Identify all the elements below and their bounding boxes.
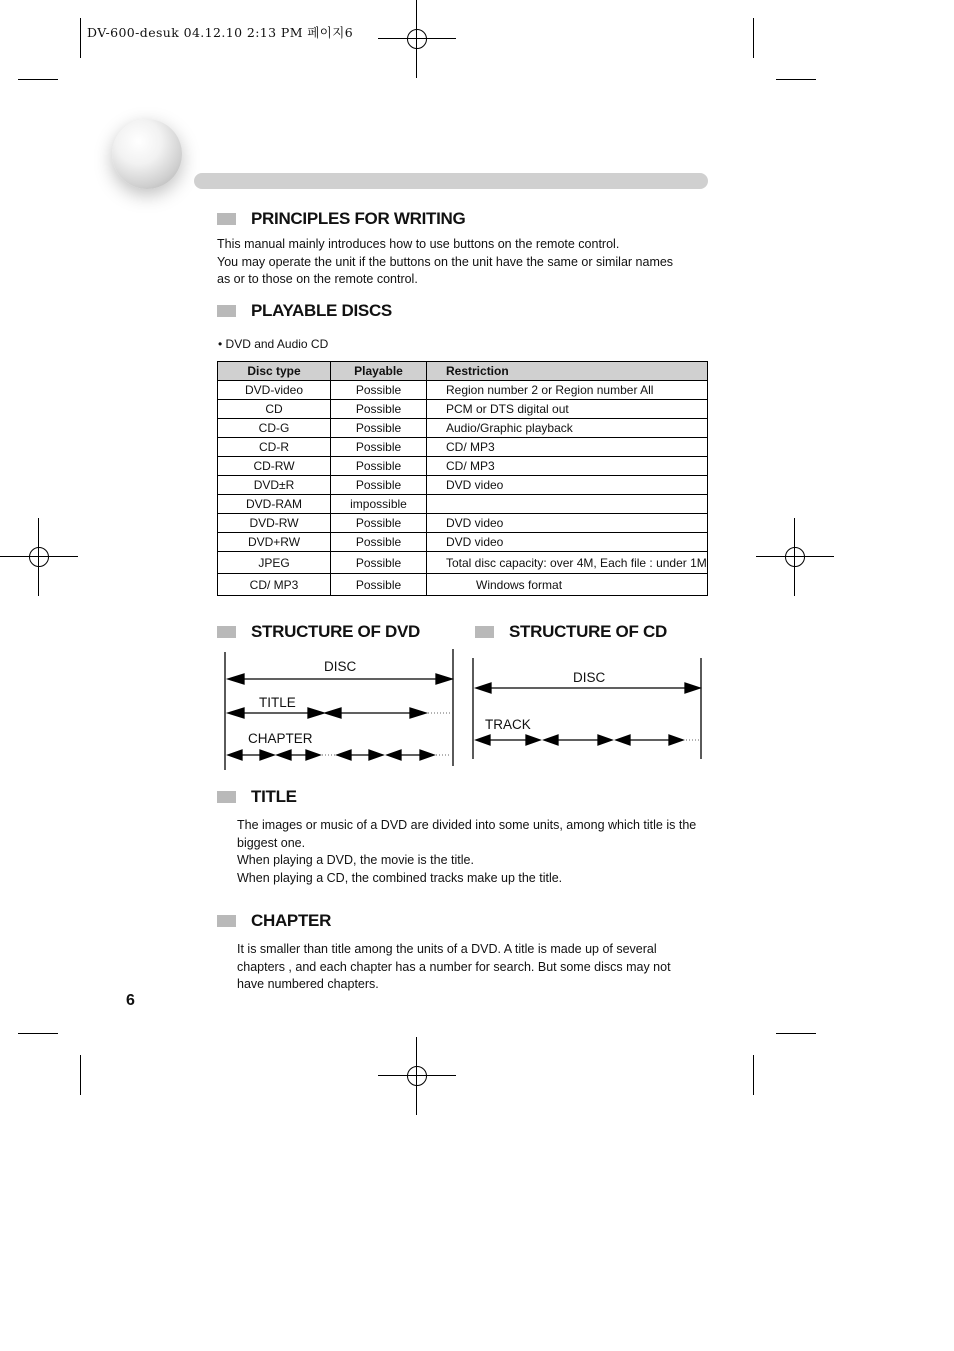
- section-title: STRUCTURE OF DVD: [251, 622, 420, 641]
- section-heading-title: [217, 787, 297, 807]
- cd-track-label: TRACK: [485, 717, 531, 732]
- text-line: When playing a CD, the combined tracks make up the title.: [237, 870, 563, 885]
- text-line: have numbered chapters.: [237, 977, 379, 991]
- text-line: This manual mainly introduces how to use buttons on the remote control.: [217, 237, 620, 251]
- table-cell: Audio/Graphic playback: [427, 419, 708, 438]
- section-title: CHAPTER: [251, 911, 332, 930]
- table-cell: DVD-video: [218, 381, 331, 400]
- dvd-chapter-label: CHAPTER: [248, 731, 313, 746]
- text-line: When playing a DVD, the movie is the title.: [237, 853, 474, 867]
- table-cell: DVD-RW: [218, 514, 331, 533]
- text-line: You may operate the unit if the buttons on the unit have the same or similar names: [217, 254, 674, 269]
- page-number: 6: [126, 992, 135, 1009]
- table-cell: DVD video: [427, 533, 708, 552]
- column-header: Playable: [331, 362, 427, 381]
- table-cell: DVD±R: [218, 476, 331, 495]
- table-cell: impossible: [331, 495, 427, 514]
- table-cell: Total disc capacity: over 4M, Each file : under 1M: [427, 552, 708, 574]
- chapter-text: [237, 941, 727, 994]
- dvd-disc-label: DISC: [324, 659, 357, 674]
- section-title: STRUCTURE OF CD: [509, 622, 667, 641]
- table-cell: Possible: [331, 476, 427, 495]
- section-title: PRINCIPLES FOR WRITING: [251, 209, 466, 228]
- table-cell: JPEG: [218, 552, 331, 574]
- table-cell: DVD-RAM: [218, 495, 331, 514]
- table-cell: Possible: [331, 400, 427, 419]
- section-marker-icon: [217, 791, 236, 803]
- title-text: [237, 817, 727, 887]
- section-marker-icon: [217, 915, 236, 927]
- text-line: biggest one.: [237, 835, 306, 850]
- playable-bullet: • DVD and Audio CD: [218, 337, 329, 351]
- table-cell: Possible: [331, 419, 427, 438]
- table-cell: Possible: [331, 574, 427, 596]
- table-cell: CD-RW: [218, 457, 331, 476]
- table-cell: DVD+RW: [218, 533, 331, 552]
- table-cell: CD/ MP3: [427, 457, 708, 476]
- section-heading-chapter: [217, 911, 331, 931]
- table-cell: Possible: [331, 552, 427, 574]
- table-cell: CD-G: [218, 419, 331, 438]
- table-cell: DVD video: [427, 476, 708, 495]
- table-cell: Possible: [331, 533, 427, 552]
- section-title: PLAYABLE DISCS: [251, 301, 392, 320]
- dvd-title-label: TITLE: [259, 695, 296, 710]
- table-cell: Possible: [331, 457, 427, 476]
- table-cell: Possible: [331, 514, 427, 533]
- text-line: The images or music of a DVD are divided into some units, among which title is the: [237, 818, 697, 832]
- column-header: Restriction: [427, 362, 708, 381]
- text-line: It is smaller than title among the units of a DVD. A title is made up of several: [237, 942, 657, 956]
- print-header: DV-600-desuk 04.12.10 2:13 PM 페이지6: [87, 25, 354, 40]
- table-cell: Region number 2 or Region number All: [427, 381, 708, 400]
- text-line: chapters , and each chapter has a number for search. But some discs may not: [237, 959, 671, 974]
- table-cell: Windows format: [427, 574, 708, 596]
- table-cell: CD: [218, 400, 331, 419]
- table-cell: CD/ MP3: [427, 438, 708, 457]
- table-cell: Possible: [331, 381, 427, 400]
- table-cell: PCM or DTS digital out: [427, 400, 708, 419]
- table-cell: DVD video: [427, 514, 708, 533]
- table-cell: CD/ MP3: [218, 574, 331, 596]
- text-line: as or to those on the remote control.: [217, 272, 418, 286]
- cd-disc-label: DISC: [573, 670, 606, 685]
- column-header: Disc type: [218, 362, 331, 381]
- section-title: TITLE: [251, 787, 297, 806]
- table-cell: CD-R: [218, 438, 331, 457]
- table-cell: Possible: [331, 438, 427, 457]
